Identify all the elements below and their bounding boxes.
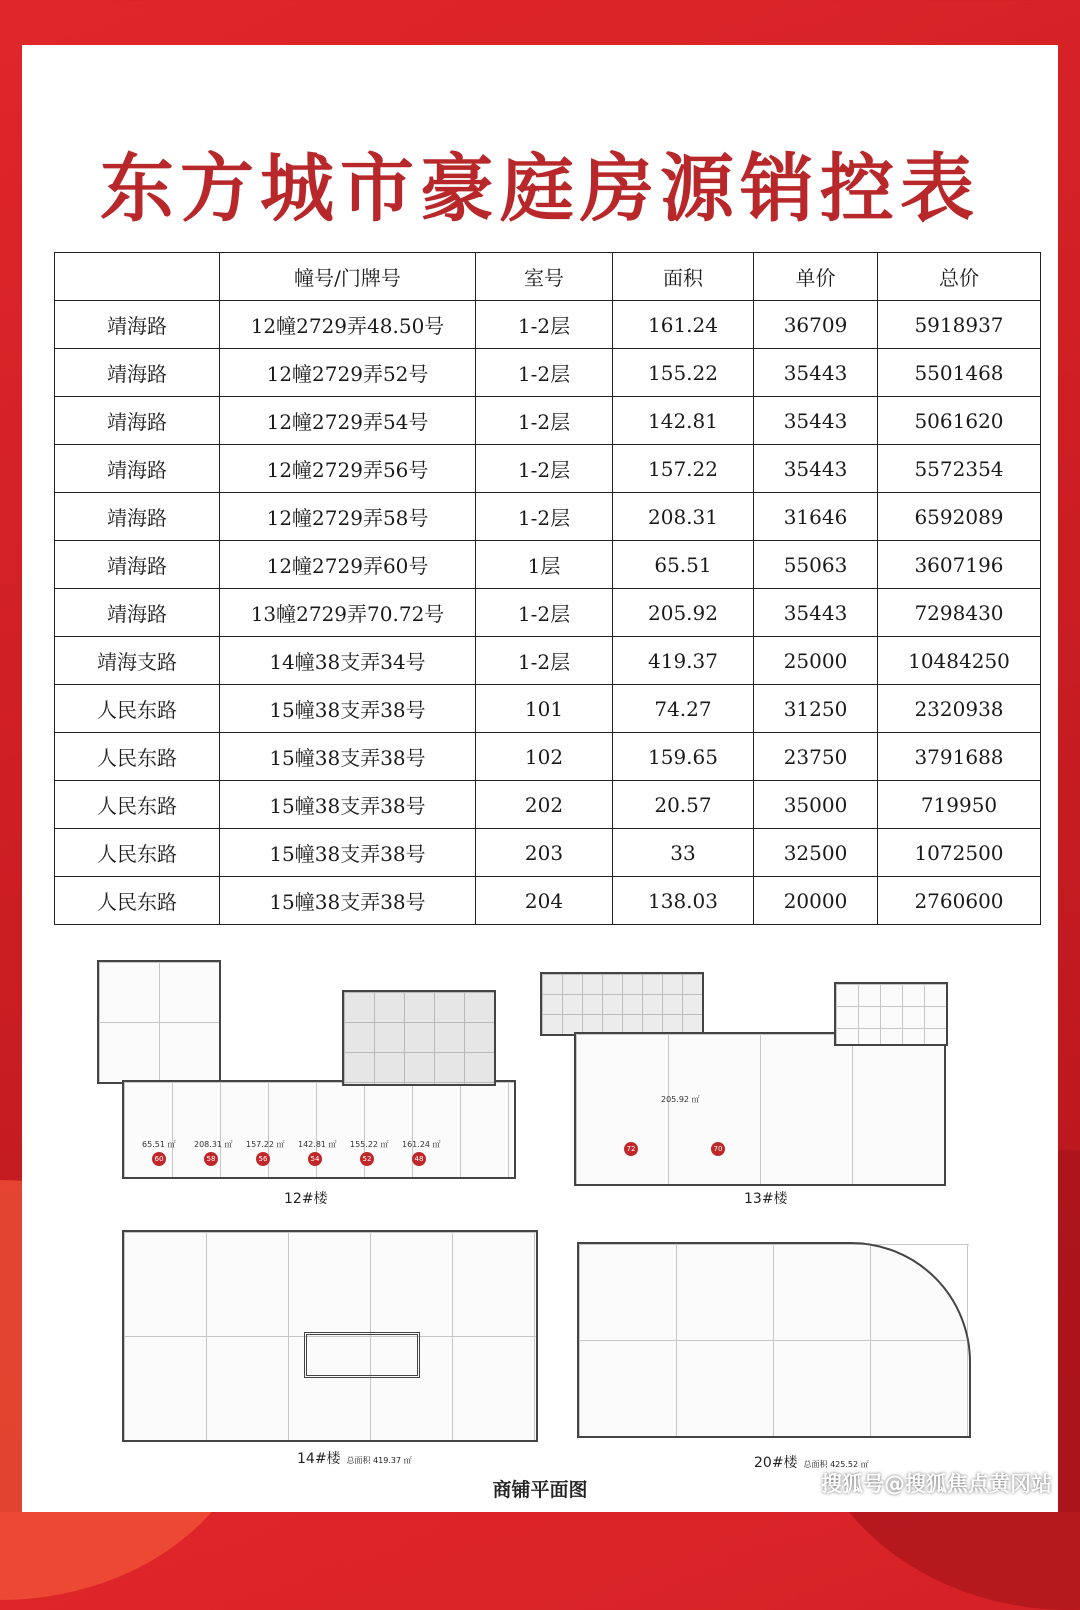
unit-area-label: 65.51 ㎡ — [142, 1140, 176, 1149]
table-row — [55, 493, 1041, 541]
cell-road: 人民东路 — [55, 877, 220, 925]
plan-caption-20-label: 20#楼 — [754, 1455, 798, 1471]
cell-unit-price: 36709 — [754, 301, 878, 349]
cell-building: 12幢2729弄56号 — [220, 445, 476, 493]
header-total-price: 总价 — [878, 253, 1041, 301]
cell-unit-price: 31646 — [754, 493, 878, 541]
cell-area: 33 — [613, 829, 754, 877]
header-unit-price: 单价 — [754, 253, 878, 301]
plan-total-20: 总面积 425.52 ㎡ — [803, 1460, 869, 1469]
table-row — [55, 349, 1041, 397]
table-row — [55, 589, 1041, 637]
cell-unit-price: 31250 — [754, 685, 878, 733]
floor-plan-13-top — [540, 972, 704, 1036]
cell-total-price: 3607196 — [878, 541, 1041, 589]
unit-number-badge: 52 — [360, 1152, 374, 1166]
floor-plan-12-core — [342, 990, 496, 1086]
cell-area: 138.03 — [613, 877, 754, 925]
plans-footer-caption: 商铺平面图 — [492, 1479, 588, 1501]
cell-area: 142.81 — [613, 397, 754, 445]
header-area: 面积 — [613, 253, 754, 301]
floor-plans — [22, 950, 1058, 1512]
cell-building: 12幢2729弄54号 — [220, 397, 476, 445]
poster-sheet — [22, 45, 1058, 1512]
cell-road: 靖海路 — [55, 445, 220, 493]
cell-total-price: 5572354 — [878, 445, 1041, 493]
unit-area-label: 142.81 ㎡ — [298, 1140, 337, 1149]
cell-area: 205.92 — [613, 589, 754, 637]
table-row — [55, 301, 1041, 349]
cell-road: 靖海路 — [55, 397, 220, 445]
cell-total-price: 5918937 — [878, 301, 1041, 349]
cell-room: 204 — [476, 877, 613, 925]
cell-road: 靖海路 — [55, 349, 220, 397]
cell-unit-price: 32500 — [754, 829, 878, 877]
cell-room: 1-2层 — [476, 349, 613, 397]
header-road — [55, 253, 220, 301]
cell-room: 102 — [476, 733, 613, 781]
cell-room: 1-2层 — [476, 637, 613, 685]
cell-total-price: 2760600 — [878, 877, 1041, 925]
cell-total-price: 6592089 — [878, 493, 1041, 541]
table-row — [55, 637, 1041, 685]
cell-area: 157.22 — [613, 445, 754, 493]
plan-total-14: 总面积 419.37 ㎡ — [346, 1456, 412, 1465]
table-row — [55, 781, 1041, 829]
cell-area: 65.51 — [613, 541, 754, 589]
cell-building: 15幢38支弄38号 — [220, 877, 476, 925]
cell-unit-price: 25000 — [754, 637, 878, 685]
cell-building: 14幢38支弄34号 — [220, 637, 476, 685]
unit-area-label: 208.31 ㎡ — [194, 1140, 233, 1149]
header-room: 室号 — [476, 253, 613, 301]
cell-road: 靖海路 — [55, 301, 220, 349]
cell-unit-price: 35000 — [754, 781, 878, 829]
cell-area: 74.27 — [613, 685, 754, 733]
unit-number-badge: 48 — [412, 1152, 426, 1166]
cell-road: 靖海路 — [55, 541, 220, 589]
watermark: 搜狐号@搜狐焦点黄冈站 — [821, 1472, 1052, 1496]
cell-road: 靖海支路 — [55, 637, 220, 685]
cell-total-price: 719950 — [878, 781, 1041, 829]
cell-road: 靖海路 — [55, 493, 220, 541]
cell-unit-price: 35443 — [754, 349, 878, 397]
cell-total-price: 5061620 — [878, 397, 1041, 445]
cell-road: 人民东路 — [55, 829, 220, 877]
cell-total-price: 1072500 — [878, 829, 1041, 877]
cell-building: 13幢2729弄70.72号 — [220, 589, 476, 637]
table-row — [55, 397, 1041, 445]
plan-caption-14-label: 14#楼 — [297, 1451, 341, 1467]
unit-number-badge: 60 — [152, 1152, 166, 1166]
cell-area: 161.24 — [613, 301, 754, 349]
cell-room: 1-2层 — [476, 493, 613, 541]
cell-building: 12幢2729弄48.50号 — [220, 301, 476, 349]
unit-area-label: 157.22 ㎡ — [246, 1140, 285, 1149]
cell-area: 419.37 — [613, 637, 754, 685]
cell-unit-price: 23750 — [754, 733, 878, 781]
unit-area-13: 205.92 ㎡ — [661, 1095, 700, 1104]
cell-total-price: 2320938 — [878, 685, 1041, 733]
plan-caption-12: 12#楼 — [284, 1191, 328, 1207]
unit-badge-70: 70 — [711, 1142, 725, 1156]
cell-building: 15幢38支弄38号 — [220, 781, 476, 829]
cell-area: 20.57 — [613, 781, 754, 829]
table-row — [55, 877, 1041, 925]
cell-area: 159.65 — [613, 733, 754, 781]
cell-room: 1-2层 — [476, 397, 613, 445]
table-row — [55, 445, 1041, 493]
header-building: 幢号/门牌号 — [220, 253, 476, 301]
cell-unit-price: 35443 — [754, 445, 878, 493]
unit-number-badge: 54 — [308, 1152, 322, 1166]
plan-caption-13: 13#楼 — [744, 1191, 788, 1207]
floor-plan-13-tower — [834, 982, 948, 1046]
cell-room: 1层 — [476, 541, 613, 589]
cell-unit-price: 55063 — [754, 541, 878, 589]
table-header-row — [55, 253, 1041, 301]
cell-room: 1-2层 — [476, 589, 613, 637]
cell-room: 202 — [476, 781, 613, 829]
cell-road: 人民东路 — [55, 733, 220, 781]
unit-number-badge: 56 — [256, 1152, 270, 1166]
plan-caption-14 — [297, 1448, 412, 1468]
table-row — [55, 733, 1041, 781]
floor-plan-20 — [577, 1242, 971, 1438]
cell-room: 1-2层 — [476, 445, 613, 493]
cell-unit-price: 35443 — [754, 589, 878, 637]
cell-total-price: 3791688 — [878, 733, 1041, 781]
cell-total-price: 5501468 — [878, 349, 1041, 397]
cell-road: 人民东路 — [55, 781, 220, 829]
unit-badge-72: 72 — [624, 1142, 638, 1156]
table-row — [55, 685, 1041, 733]
cell-room: 1-2层 — [476, 301, 613, 349]
cell-building: 15幢38支弄38号 — [220, 685, 476, 733]
sales-table — [54, 252, 1041, 925]
cell-total-price: 7298430 — [878, 589, 1041, 637]
unit-number-badge: 58 — [204, 1152, 218, 1166]
cell-building: 15幢38支弄38号 — [220, 829, 476, 877]
table-row — [55, 541, 1041, 589]
cell-unit-price: 35443 — [754, 397, 878, 445]
cell-building: 12幢2729弄58号 — [220, 493, 476, 541]
floor-plan-12 — [97, 960, 221, 1084]
cell-room: 101 — [476, 685, 613, 733]
cell-total-price: 10484250 — [878, 637, 1041, 685]
unit-area-label: 155.22 ㎡ — [350, 1140, 389, 1149]
courtyard — [304, 1332, 420, 1378]
cell-building: 12幢2729弄52号 — [220, 349, 476, 397]
cell-road: 靖海路 — [55, 589, 220, 637]
page-title: 东方城市豪庭房源销控表 — [100, 146, 980, 232]
cell-building: 15幢38支弄38号 — [220, 733, 476, 781]
cell-unit-price: 20000 — [754, 877, 878, 925]
cell-area: 208.31 — [613, 493, 754, 541]
cell-area: 155.22 — [613, 349, 754, 397]
floor-plan-13 — [574, 1032, 946, 1186]
floor-plan-14 — [122, 1230, 538, 1442]
floor-plan-12-main — [122, 1080, 516, 1179]
cell-room: 203 — [476, 829, 613, 877]
cell-building: 12幢2729弄60号 — [220, 541, 476, 589]
unit-area-label: 161.24 ㎡ — [402, 1140, 441, 1149]
cell-road: 人民东路 — [55, 685, 220, 733]
table-row — [55, 829, 1041, 877]
